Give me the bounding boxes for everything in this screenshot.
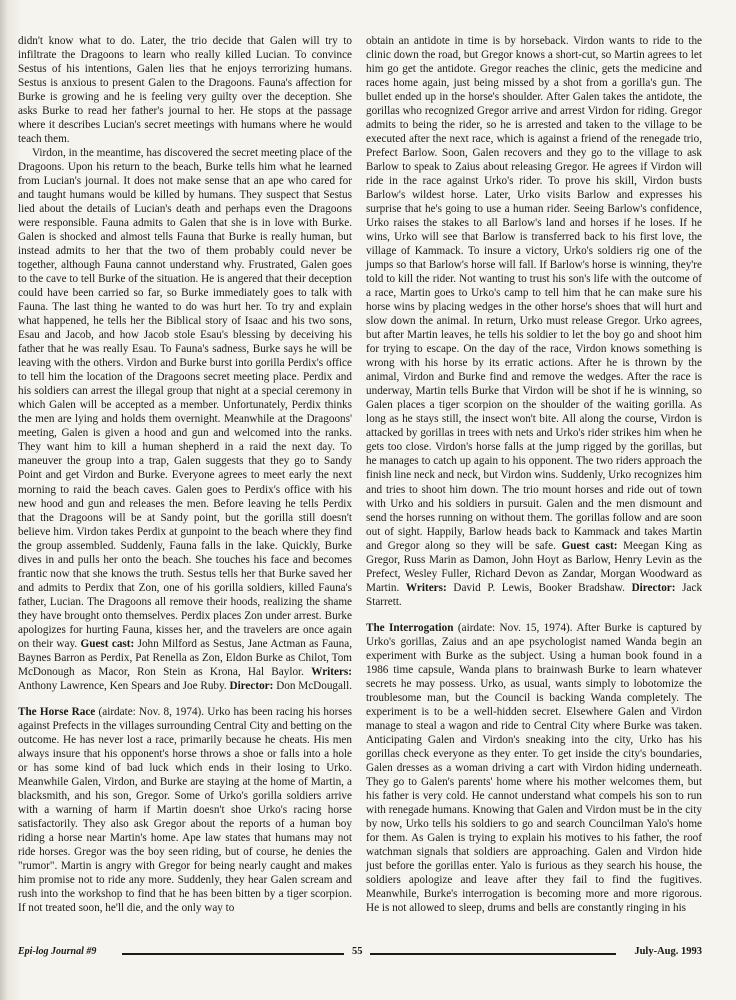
journal-name: Epi-log Journal #9 (18, 946, 97, 957)
writers-text: David P. Lewis, Booker Bradshaw. (453, 581, 625, 594)
episode-synopsis: (airdate: Nov. 15, 1974). After Burke is captured by Urko's gorillas, Zaius and an ape psychologist named Wanda begin an experiment with Burke as the subject. Using a human book found in a 1986 time capsule, Wanda plans to brainwash Burke to learn whatever secrets he may possess. Urko, as usual, wants simply to lobotomize the troublesome man, but the Council is backing Wanda completely. The experiment is to be a well-hidden secret. Elsewhere Galen and Virdon manage to steal a wagon and ride to Central City where Burke was taken. Anticipating Galen and Virdon's sneaking into the city, Urko has his gorillas check everyone as they enter. To get inside the city's boundaries, Galen dresses as a woman driving a cart with Virdon hiding underneath. They go to Galen's parents' home where his mother welcomes them, but his father is very cold. He cannot understand what compels his son to run with renegade humans. Knowing that Galen and Virdon must be in the city by now, Urko tells his soldiers to go and search Councilman Yalo's home for them. As Galen is trying to explain his motives to his father, the roof watchman signals that soldiers are approaching. Galen and Virdon hide just before the gorillas enter. Yalo is furious as they search his house, the soldiers apologize and leave after they fail to find the fugitives. Meanwhile, Burke's interrogation is becoming more and more rigorous. He is not allowed to sleep, drums and bells are constantly ringing in his (366, 621, 703, 914)
guest-cast-label: Guest cast: (80, 637, 135, 650)
director-label: Director: (229, 679, 274, 692)
page-footer (18, 946, 702, 962)
guest-cast-text: John Milford as Sestus, Jane Actman as Fauna, Baynes Barron as Perdix, Pat Renella as Zon, Eldon Burke as Chilot, Tom McDonough as Macor, Ron Stein as Krona, Hal Baylor. (18, 637, 352, 678)
paragraph (18, 146, 352, 693)
writers-label: Writers: (311, 665, 352, 678)
episode-title: The Interrogation (366, 621, 454, 634)
guest-cast-label: Guest cast: (561, 539, 618, 552)
paragraph-text: Virdon, in the meantime, has discovered the secret meeting place of the Dragoons. Upon his return to the beach, Burke tells him what he learned from Lucian's journal. It does not make sense that an ape who cared for and taught humans would be killed by humans. They suspect that Sestus lied about the details of Lucian's death and perhaps even the Dragoons were responsible. Fauna admits to Galen that she is in love with Burke. Galen is shocked and almost tells Fauna that Burke is really human, but instead admits to her that the two of them probably could never be together, although Fauna cannot understand why. Frustrated, Galen goes to the cave to tell Burke of the situation. He is angered that their deception could have been carried so far, so Burke immediately goes to talk with Fauna. The last thing he wanted to do was hurt her. To try and explain what happened, he tells her the Biblical story of Isaac and his two sons, Esau and Jacob, and how Jacob stole Esau's blessing by deceiving his father that he was really Esau. To Fauna's sadness, Burke says he will be leaving with the others. Virdon and Burke burst into gorilla Perdix's office to tell him the location of the Dragoons secret meeting place. Perdix and his soldiers can arrest the illegal group that night at a special ceremony in which Galen will be accepted as a member. Unfortunately, Perdix thinks the men are lying and holds them overnight. Meanwhile at the Dragoons' meeting, Galen is given a hood and gun and welcomed into the ranks. They want him to kill a human shepherd in a raid the next day. To maneuver the group into a trap, Galen suggests that they go to Sandy Point and get Virdon and Burke. Everyone agrees to meet early the next morning to raid the beach caves. Galen goes to Perdix's office with his new hood and gun and releases the men. Before leaving he tells Perdix that the Dragoons will be at Sandy point, but the gorilla still doesn't believe him. Virdon takes Perdix at gunpoint to the beach where they find the group assembled. Suddenly, Fauna falls in the lake. Quickly, Burke dives in and pulls her onto the beach. She touches his face and becomes frantic now that she knows the truth. Sestus tells her that Burke saved her and admits to Perdix that Zon, one of his gorilla soldiers, killed Fauna's father, Lucian. The Dragoons all remove their hoods, realizing the shame they have brought onto themselves. Perdix places Zon under arrest. Burke apologizes for hurting Fauna, kisses her, and the travelers are once again on their way. (18, 147, 352, 650)
guest-cast-text: Meegan King as Gregor, Russ Marin as Damon, John Hoyt as Barlow, Henry Levin as the Prefect, Wesley Fuller, Richard Devon as Zandar, Morgan Woodward as Martin. (366, 539, 702, 594)
director-label: Director: (631, 581, 676, 594)
footer-rule-left (122, 953, 344, 955)
episode-title: The Horse Race (18, 705, 96, 718)
director-text: Don McDougall. (276, 679, 353, 692)
episode-entry (18, 705, 352, 915)
left-column (18, 34, 352, 915)
episode-entry (366, 621, 702, 915)
director-text: Jack Starrett. (366, 581, 703, 608)
writers-text: Anthony Lawrence, Ken Spears and Joe Ruby. (18, 679, 227, 692)
right-column (366, 34, 702, 915)
page-number: 55 (352, 946, 363, 957)
footer-rule-right (370, 953, 616, 955)
episode-synopsis: (airdate: Nov. 8, 1974). Urko has been racing his horses against Prefects in the villages surrounding Central City and betting on the outcome. He has never lost a race, primarily because he cheats. His men always insure that his opponent's horse throws a shoe or falls into a hole or has some kind of bad luck which ends in their losing to Urko. Meanwhile Galen, Virdon, and Burke are staying at the home of Martin, a blacksmith, and his son, Gregor. Some of Urko's gorilla soldiers arrive with a warning of harm if Martin doesn't shoe Urko's racing horse satisfactorily. They also ask Gregor about the reports of a human boy riding a horse near Martin's home. Ape law states that humans may not ride horses. Gregor was the boy seen riding, but of course, he denies the "rumor". Martin is angry with Gregor for being nearly caught and makes him promise not to ride any more. Suddenly, they hear Galen scream and rush into the workshop to find that he has been bitten by a tiger scorpion. If not treated soon, he'll die, and the only way to (18, 705, 353, 914)
paragraph (366, 34, 702, 609)
writers-label: Writers: (405, 581, 447, 594)
paragraph-text: obtain an antidote in time is by horseback. Virdon wants to ride to the clinic down the road, but Gregor knows a short-cut, so Martin agrees to let him go get the antidote. Gregor reaches the clinic, gets the medicine and races home again, just being missed by a shot from a gorilla's gun. The bullet ended up in the horse's shoulder. After Galen takes the antidote, the gorillas who recognized Gregor arrive and arrest Virdon for riding. Gregor admits to being the rider, so he is arrested and taken to the village to be executed after the next race, which is against a friend of the renegade trio, Prefect Barlow. Soon, Galen recovers and they go to the village to ask Barlow to speak to Zaius about releasing Gregor. He agrees if Virdon will ride in the race against Urko's rider. To prove his skill, Virdon busts Barlow's wildest horse. Later, Urko visits Barlow and expresses his surprise that he's going to use a human rider. Seeing Barlow's confidence, Urko raises the stakes to all Barlow's land and horses if he loses. If he wins, Urko will see that Barlow is transferred back to his first love, the village of Kammack. To insure a victory, Urko's soldiers rig one of the jumps so that Barlow's horse will fall. If Barlow's horse is winning, they're told to kill the rider. Not wanting to trust his son's life with the outcome of a race, Martin goes to Urko's camp to tell him that he can make sure his horse wins by placing wedges in the other horse's shoes that will hurt and slow down the animal. In return, Urko must release Gregor. Urko agrees, but after Martin leaves, he tells his soldier to let the boy go and shoot him for trying to escape. On the day of the race, Virdon knows something is wrong with his horse by its erratic actions. After he is thrown by the animal, Virdon and Burke find and remove the wedges. After the race is underway, Martin tells Burke that Virdon will be shot if he is winning, so Galen places a tiger scorpion on the shoulder of the waiting gorilla. As long as he stays still, the insect won't bite. All along the course, Virdon is attacked by gorillas in trees with nets and Urko's rider strikes him when he gets too close. Virdon's horse falls at the jump rigged by the gorillas, but he manages to catch up again to his opponent. The two riders approach the finish line neck and neck, but Virdon wins. Suddenly, Urko recognizes him and tries to shoot him down. The trio mount horses and ride out of town with Urko and his soldiers in pursuit. Galen and the men dismount and send the horses running on without them. The gorillas follow and are soon out of sight. Happily, Barlow heads back to Kammack and takes Martin and Gregor along so they will be safe. (366, 35, 702, 552)
paragraph: didn't know what to do. Later, the trio decide that Galen will try to infiltrate the Dragoons to learn who really killed Lucian. To convince Sestus of his intentions, Galen lies that he enjoys terrorizing humans. Sestus is anxious to present Galen to the Dragoons. Fauna's affection for Burke is growing and he is feeling very guilty over the deception. She asks Burke to read her father's journal to her. He stops at the passage where it describes Lucian's secret meetings with humans where he would teach them. (18, 35, 352, 146)
issue-date: July-Aug. 1993 (634, 946, 702, 957)
